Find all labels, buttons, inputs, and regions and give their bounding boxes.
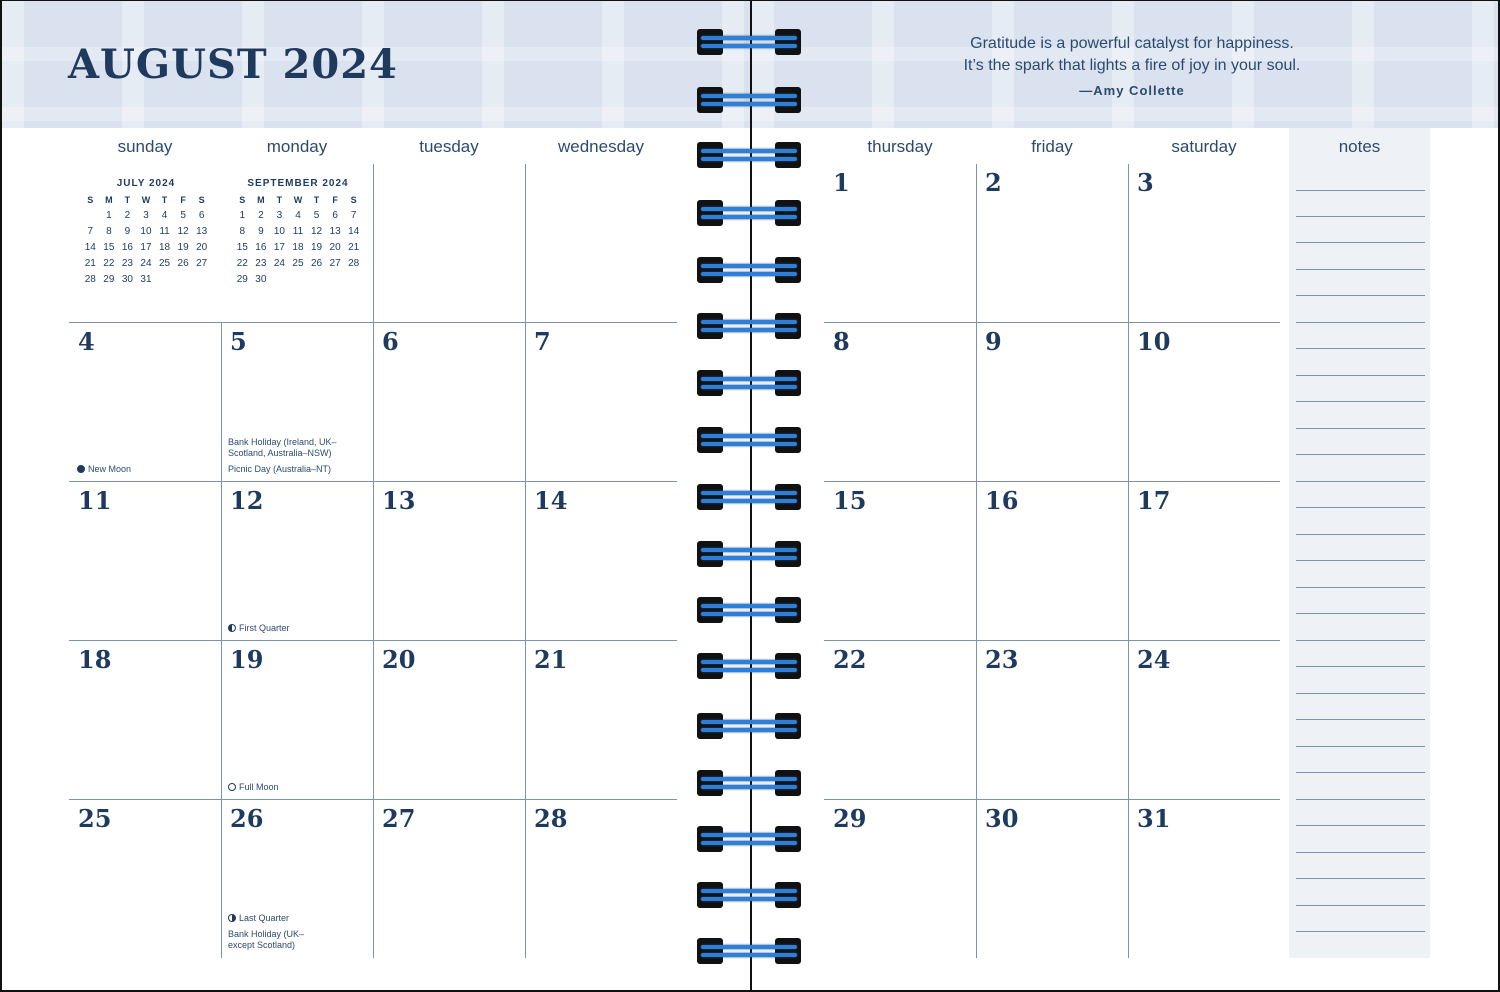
mini-day (307, 271, 326, 287)
day-number: 9 (985, 327, 1002, 356)
day-number: 25 (78, 804, 112, 833)
grid-divider (373, 164, 374, 322)
mini-day: 17 (273, 241, 285, 253)
mini-calendar-grid (233, 193, 363, 287)
mini-day-header: T (313, 195, 320, 205)
mini-day: 25 (292, 257, 304, 269)
mini-calendar-july (81, 178, 211, 287)
notes-line (1296, 719, 1425, 720)
event-new-moon (77, 464, 217, 475)
notes-line (1296, 242, 1425, 243)
day-number: 24 (1137, 645, 1171, 674)
mini-calendar-september (233, 178, 363, 287)
grid-divider (69, 481, 677, 482)
day-number: 2 (985, 168, 1002, 197)
mini-day (192, 271, 211, 287)
mini-day: 28 (84, 273, 96, 285)
mini-day: 31 (140, 273, 152, 285)
last-quarter-moon-icon (228, 914, 236, 922)
event-bank-holiday: Bank Holiday (Ireland, UK–Scotland, Australia–NSW) (228, 437, 337, 458)
grid-divider (69, 322, 677, 323)
notes-line (1296, 746, 1425, 747)
day-number: 19 (230, 645, 264, 674)
day-number: 27 (382, 804, 416, 833)
day-number: 11 (78, 486, 112, 515)
mini-day: 22 (236, 257, 248, 269)
mini-day: 14 (348, 225, 360, 237)
spiral-coil (697, 200, 801, 226)
spiral-coil (697, 427, 801, 453)
mini-day: 29 (236, 273, 248, 285)
spiral-coil (697, 597, 801, 623)
mini-day-header: W (141, 195, 151, 205)
spiral-coil (697, 653, 801, 679)
notes-line (1296, 666, 1425, 667)
grid-divider (824, 799, 1280, 800)
spiral-coil (697, 370, 801, 396)
day-number: 14 (534, 486, 568, 515)
mini-day: 2 (124, 209, 131, 221)
mini-day: 3 (143, 209, 149, 221)
mini-day-header: T (161, 195, 168, 205)
event-picnic-day: Picnic Day (Australia–NT) (228, 464, 332, 474)
mini-day: 14 (84, 241, 96, 253)
day-number: 31 (1137, 804, 1171, 833)
day-number: 18 (78, 645, 112, 674)
mini-day: 6 (198, 209, 205, 221)
notes-line (1296, 613, 1425, 614)
mini-day: 13 (329, 225, 341, 237)
mini-day: 3 (276, 209, 283, 221)
mini-calendar-grid (81, 193, 211, 287)
mini-day-header: S (350, 195, 357, 205)
full-moon-icon (228, 783, 236, 791)
spiral-coil (697, 257, 801, 283)
mini-calendar-title: JULY 2024 (116, 178, 176, 189)
mini-day: 26 (310, 257, 323, 269)
mini-day: 22 (103, 257, 115, 269)
day-number: 26 (230, 804, 264, 833)
mini-day: 1 (239, 209, 246, 221)
notes-column[interactable] (1289, 128, 1430, 958)
mini-day-header: W (293, 195, 303, 205)
spiral-coil (697, 87, 801, 113)
event-label: New Moon (88, 464, 132, 474)
day-number: 28 (534, 804, 568, 833)
mini-day-header: T (276, 195, 283, 205)
mini-day: 4 (161, 209, 168, 221)
notes-line (1296, 587, 1425, 588)
mini-day-header: M (257, 195, 265, 205)
event-last-quarter (228, 913, 368, 924)
mini-day: 12 (310, 225, 323, 237)
day-number: 17 (1137, 486, 1171, 515)
spiral-coil (697, 882, 801, 908)
mini-day (270, 271, 289, 287)
mini-day: 9 (258, 225, 264, 237)
mini-day: 6 (332, 209, 338, 221)
mini-day (326, 271, 345, 287)
notes-line (1296, 693, 1425, 694)
weekday-wednesday: wednesday (557, 137, 644, 156)
day-number: 22 (833, 645, 867, 674)
quote-block (872, 33, 1392, 98)
quote-line: Gratitude is a powerful catalyst for happiness. (970, 35, 1294, 52)
weekday-friday: friday (1031, 137, 1073, 156)
mini-day: 30 (121, 273, 133, 285)
event-first-quarter (228, 623, 368, 634)
notes-line (1296, 852, 1425, 853)
mini-day: 15 (236, 241, 248, 253)
right-page (752, 0, 1500, 992)
mini-day: 15 (103, 241, 115, 253)
mini-day: 19 (177, 241, 189, 253)
mini-day: 10 (140, 225, 152, 237)
mini-day: 21 (84, 257, 96, 269)
mini-day: 26 (177, 257, 189, 269)
quote-line: It’s the spark that lights a fire of joy in your soul. (963, 57, 1301, 74)
mini-day: 24 (273, 257, 285, 269)
notes-line (1296, 375, 1425, 376)
mini-day: 1 (106, 209, 112, 221)
mini-day: 24 (140, 257, 152, 269)
notes-line (1296, 825, 1425, 826)
mini-day: 27 (196, 257, 208, 269)
grid-divider (1128, 164, 1129, 958)
mini-day: 10 (273, 225, 285, 237)
mini-day: 19 (310, 241, 323, 253)
grid-divider (525, 164, 526, 322)
day-number: 1 (833, 168, 850, 197)
mini-day: 12 (177, 225, 189, 237)
mini-day: 8 (106, 225, 112, 237)
mini-day-header: F (180, 195, 186, 205)
mini-day: 2 (258, 209, 264, 221)
mini-day: 23 (255, 257, 267, 269)
mini-day: 13 (196, 225, 208, 237)
spiral-coil (697, 484, 801, 510)
mini-day: 27 (329, 257, 341, 269)
mini-day: 20 (196, 241, 208, 253)
spiral-coil (697, 826, 801, 852)
day-number: 15 (833, 486, 867, 515)
mini-day: 8 (239, 225, 246, 237)
spiral-coil (697, 938, 801, 964)
mini-day (174, 271, 193, 287)
mini-day: 18 (292, 241, 304, 253)
notes-line (1296, 269, 1425, 270)
day-number: 5 (230, 327, 247, 356)
notes-line (1296, 799, 1425, 800)
notes-line (1296, 931, 1425, 932)
day-number: 7 (534, 327, 551, 356)
mini-day: 9 (124, 225, 131, 237)
day-number: 8 (833, 327, 850, 356)
spiral-coil (697, 29, 801, 55)
day-number: 30 (985, 804, 1019, 833)
weekday-sunday: sunday (117, 137, 173, 156)
mini-day: 16 (121, 241, 133, 253)
mini-day-header: S (198, 195, 205, 205)
weekday-thursday: thursday (867, 137, 933, 156)
mini-day-header: S (239, 195, 246, 205)
event-label: Last Quarter (239, 913, 290, 923)
spiral-coil (697, 541, 801, 567)
event-bank-holiday-uk: Bank Holiday (UK–except Scotland) (228, 929, 305, 950)
weekday-saturday: saturday (1171, 137, 1237, 156)
mini-day-header: S (87, 195, 94, 205)
mini-day: 28 (348, 257, 360, 269)
notes-line (1296, 772, 1425, 773)
mini-day: 18 (158, 241, 171, 253)
day-number: 3 (1137, 168, 1154, 197)
event-full-moon (228, 782, 368, 793)
grid-divider (69, 640, 677, 641)
mini-day: 4 (295, 209, 301, 221)
notes-line (1296, 878, 1425, 879)
notes-line (1296, 348, 1425, 349)
notes-line (1296, 216, 1425, 217)
day-number: 6 (382, 327, 399, 356)
day-number: 23 (985, 645, 1019, 674)
notes-line (1296, 534, 1425, 535)
quote-author: —Amy Collette (1079, 83, 1185, 98)
mini-day: 25 (158, 257, 171, 269)
spiral-coil (697, 713, 801, 739)
notes-line (1296, 428, 1425, 429)
new-moon-icon (77, 465, 85, 473)
notes-line (1296, 401, 1425, 402)
mini-day (81, 207, 100, 223)
notes-line (1296, 905, 1425, 906)
event-label: Full Moon (239, 782, 279, 792)
notes-line (1296, 295, 1425, 296)
mini-day (344, 271, 363, 287)
mini-day: 7 (350, 209, 357, 221)
mini-day: 11 (159, 225, 170, 237)
notes-line (1296, 560, 1425, 561)
grid-divider (69, 799, 677, 800)
mini-day-header: T (124, 195, 131, 205)
mini-day: 17 (140, 241, 152, 253)
month-title: AUGUST 2024 (68, 41, 398, 88)
mini-day: 11 (292, 225, 304, 237)
day-number: 10 (1137, 327, 1171, 356)
notes-line (1296, 322, 1425, 323)
grid-divider (824, 481, 1280, 482)
mini-day: 23 (121, 257, 133, 269)
notes-line (1296, 481, 1425, 482)
mini-day: 5 (180, 209, 186, 221)
notes-line (1296, 190, 1425, 191)
mini-day: 21 (348, 241, 360, 253)
mini-day-header: F (332, 195, 338, 205)
grid-divider (824, 322, 1280, 323)
notes-label: notes (1338, 137, 1381, 156)
day-number: 12 (230, 486, 264, 515)
grid-divider (824, 640, 1280, 641)
mini-day (155, 271, 174, 287)
grid-divider (976, 164, 977, 958)
day-number: 21 (534, 645, 568, 674)
mini-day: 16 (255, 241, 267, 253)
mini-day: 30 (255, 273, 267, 285)
spiral-coil (697, 313, 801, 339)
day-number: 13 (382, 486, 416, 515)
day-number: 4 (78, 327, 95, 356)
mini-day: 7 (87, 225, 94, 237)
first-quarter-moon-icon (228, 624, 236, 632)
day-number: 29 (833, 804, 867, 833)
notes-line (1296, 454, 1425, 455)
weekday-tuesday: tuesday (419, 137, 479, 156)
day-number: 20 (382, 645, 416, 674)
mini-day-header: M (105, 195, 113, 205)
mini-calendar-title: SEPTEMBER 2024 (247, 178, 349, 189)
mini-day: 5 (313, 209, 320, 221)
mini-day: 20 (329, 241, 341, 253)
event-label: First Quarter (239, 623, 290, 633)
spiral-coil (697, 142, 801, 168)
mini-day (289, 271, 308, 287)
notes-line (1296, 640, 1425, 641)
weekday-monday: monday (266, 137, 328, 156)
notes-line (1296, 507, 1425, 508)
mini-day: 29 (103, 273, 115, 285)
spiral-coil (697, 770, 801, 796)
day-number: 16 (985, 486, 1019, 515)
